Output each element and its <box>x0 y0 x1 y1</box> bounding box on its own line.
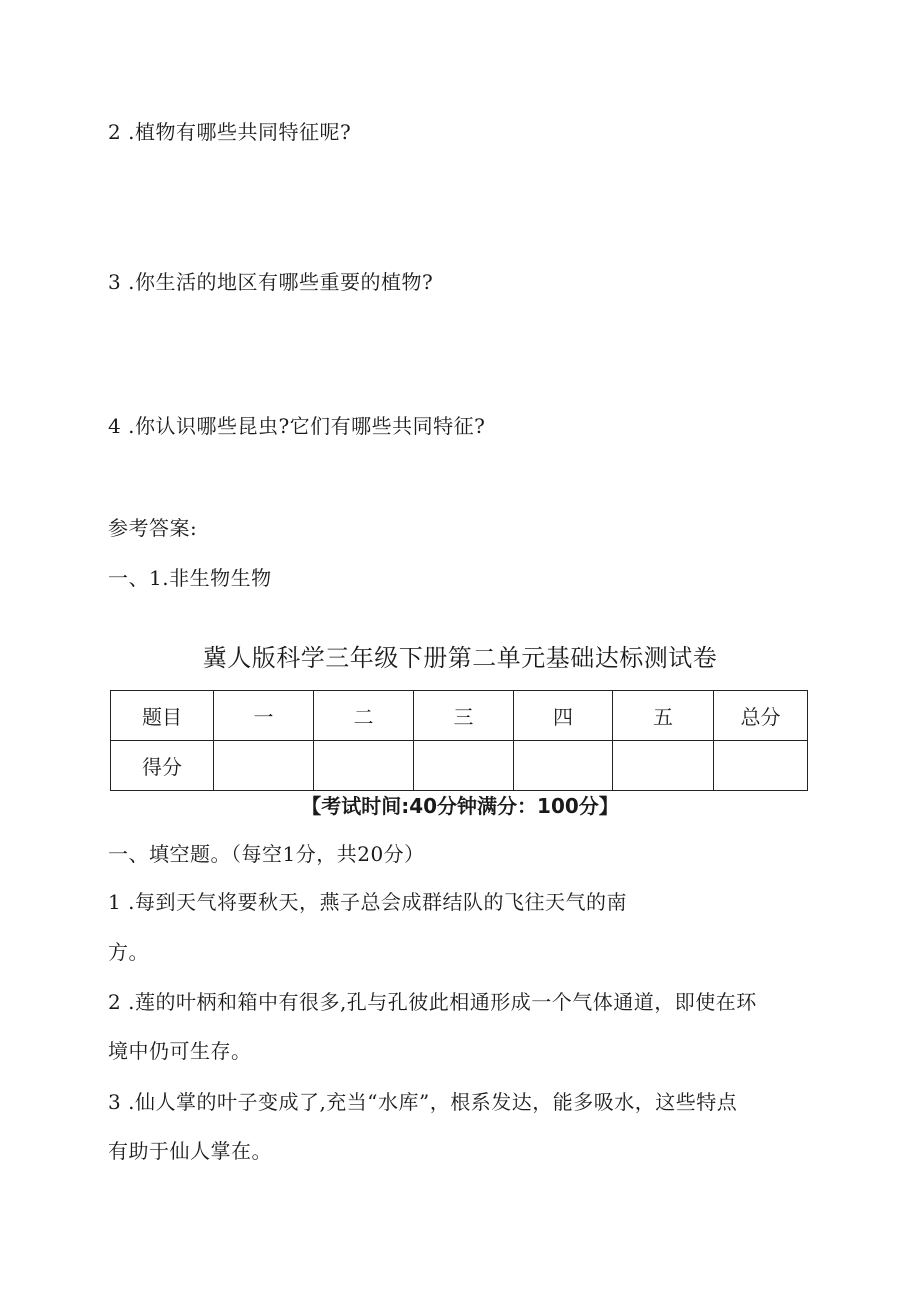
fill-question-2-cont: 境中仍可生存。 <box>108 1039 252 1063</box>
score-cell <box>314 741 414 791</box>
score-cell <box>514 741 613 791</box>
score-table-header-cell: 总分 <box>714 691 808 741</box>
score-cell <box>613 741 714 791</box>
reference-answer-1: 一、1.非生物生物 <box>108 566 272 590</box>
fill-question-3-cont: 有助于仙人掌在。 <box>108 1139 272 1163</box>
question-3: 3 .你生活的地区有哪些重要的植物? <box>108 270 434 294</box>
score-table-header-cell: 题目 <box>111 691 214 741</box>
fill-question-2: 2 .莲的叶柄和箱中有很多,孔与孔彼此相通形成一个气体通道，即使在环 <box>108 990 757 1014</box>
section-1-heading: 一、填空题。（每空1分，共20分） <box>108 842 425 866</box>
fill-question-1: 1 .每到天气将要秋天，燕子总会成群结队的飞往天气的南 <box>108 890 627 914</box>
fill-question-1-cont: 方。 <box>108 940 149 964</box>
score-table-header-cell: 二 <box>314 691 414 741</box>
score-row-label: 得分 <box>111 741 214 791</box>
score-cell <box>214 741 314 791</box>
score-table-header-cell: 一 <box>214 691 314 741</box>
score-table-header-cell: 四 <box>514 691 613 741</box>
score-cell <box>414 741 514 791</box>
score-table-header-cell: 三 <box>414 691 514 741</box>
score-table-header-cell: 五 <box>613 691 714 741</box>
score-table-header-row <box>111 691 808 741</box>
fill-question-3: 3 .仙人掌的叶子变成了,充当“水库”，根系发达，能多吸水，这些特点 <box>108 1090 738 1114</box>
question-2: 2 .植物有哪些共同特征呢? <box>108 120 352 144</box>
score-cell <box>714 741 808 791</box>
score-table-score-row <box>111 741 808 791</box>
question-4: 4 .你认识哪些昆虫?它们有哪些共同特征? <box>108 414 486 438</box>
exam-title: 冀人版科学三年级下册第二单元基础达标测试卷 <box>202 644 718 672</box>
exam-info: 【考试时间:40分钟满分：100分】 <box>301 794 619 818</box>
reference-heading: 参考答案: <box>108 516 198 540</box>
score-table <box>110 690 808 791</box>
